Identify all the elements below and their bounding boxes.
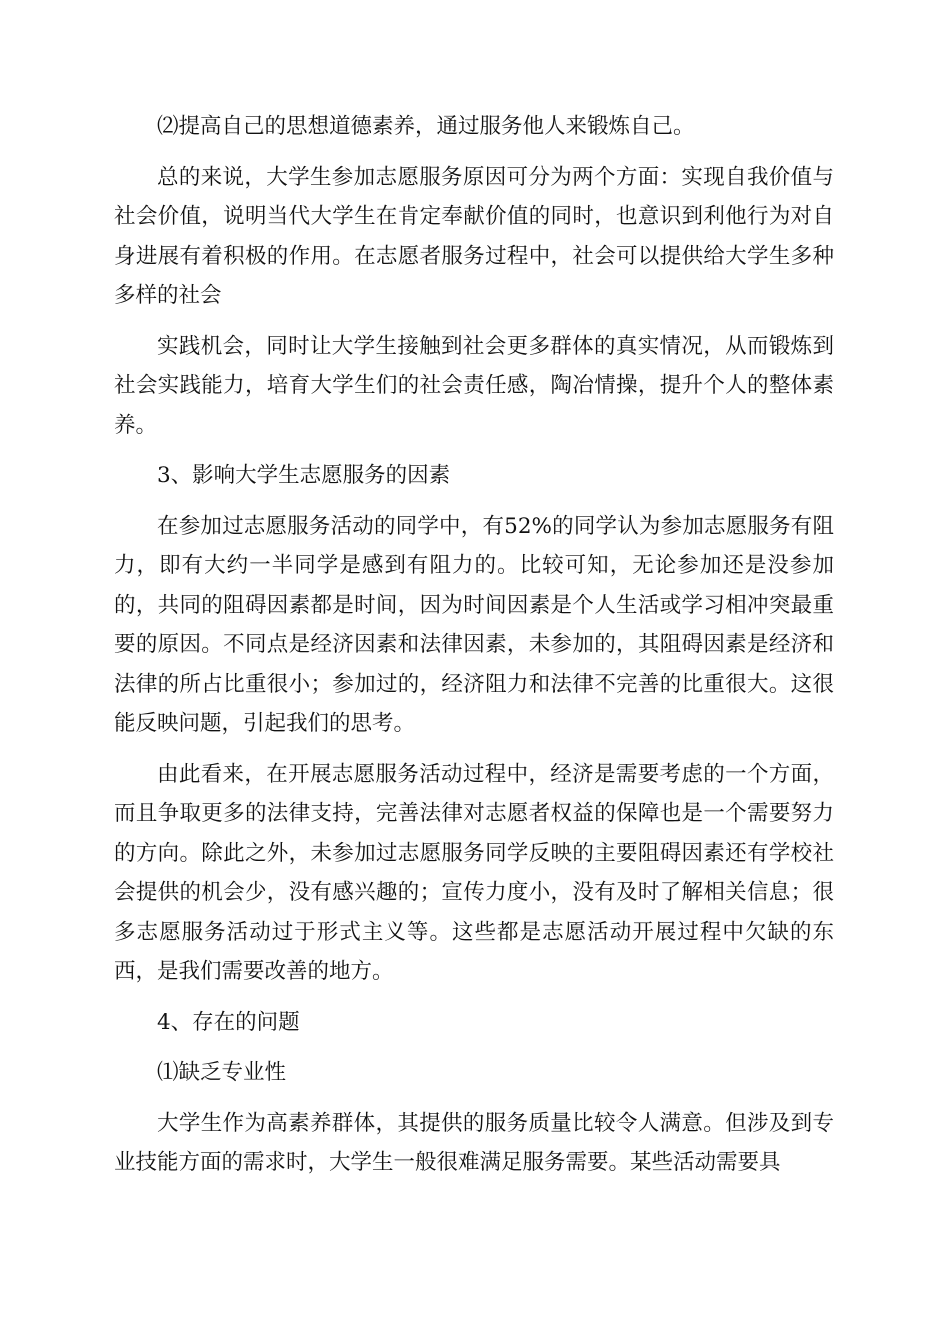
paragraph-obstacles-survey: 在参加过志愿服务活动的同学中，有52%的同学认为参加志愿服务有阻力，即有大约一半同学是感到有阻力的。比较可知，无论参加还是没参加的，共同的阻碍因素都是时间，因为时间因素是个人生活或学习相冲突最重要的原因。不同点是经济因素和法律因素，未参加的，其阻碍因素是经济和法律的所占比重很小；参加过的，经济阻力和法律不完善的比重很大。这很能反映问题，引起我们的思考。 [114,513,834,736]
paragraph-economic-legal-factors: 由此看来，在开展志愿服务活动过程中，经济是需要考虑的一个方面，而且争取更多的法律支持，完善法律对志愿者权益的保障也是一个需要努力的方向。除此之外，未参加过志愿服务同学反映的主要阻碍因素还有学校社会提供的机会少，没有感兴趣的；宣传力度小，没有及时了解相关信息；很多志愿服务活动过于形式主义等。这些都是志愿活动开展过程中欠缺的东西，是我们需要改善的地方。 [114,761,834,984]
document-body [114,107,834,1194]
section-heading-influencing-factors: 3、影响大学生志愿服务的因素 [157,463,451,488]
paragraph-practice-opportunities: 实践机会，同时让大学生接触到社会更多群体的真实情况，从而锻炼到社会实践能力，培育大学生们的社会责任感，陶冶情操，提升个人的整体素养。 [114,333,834,438]
subheading-lack-of-professionalism: ⑴缺乏专业性 [157,1060,287,1085]
paragraph-summary-reasons: 总的来说，大学生参加志愿服务原因可分为两个方面：实现自我价值与社会价值，说明当代大学生在肯定奉献价值的同时，也意识到利他行为对自身进展有着积极的作用。在志愿者服务过程中，社会可以提供给大学生多种多样的社会 [114,164,834,308]
paragraph-moral-cultivation: ⑵提高自己的思想道德素养，通过服务他人来锻炼自己。 [157,114,695,139]
section-heading-existing-problems: 4、存在的问题 [157,1009,300,1035]
paragraph-professional-skills: 大学生作为高素养群体，其提供的服务质量比较令人满意。但涉及到专业技能方面的需求时，大学生一般很难满足服务需要。某些活动需要具 [114,1110,834,1175]
